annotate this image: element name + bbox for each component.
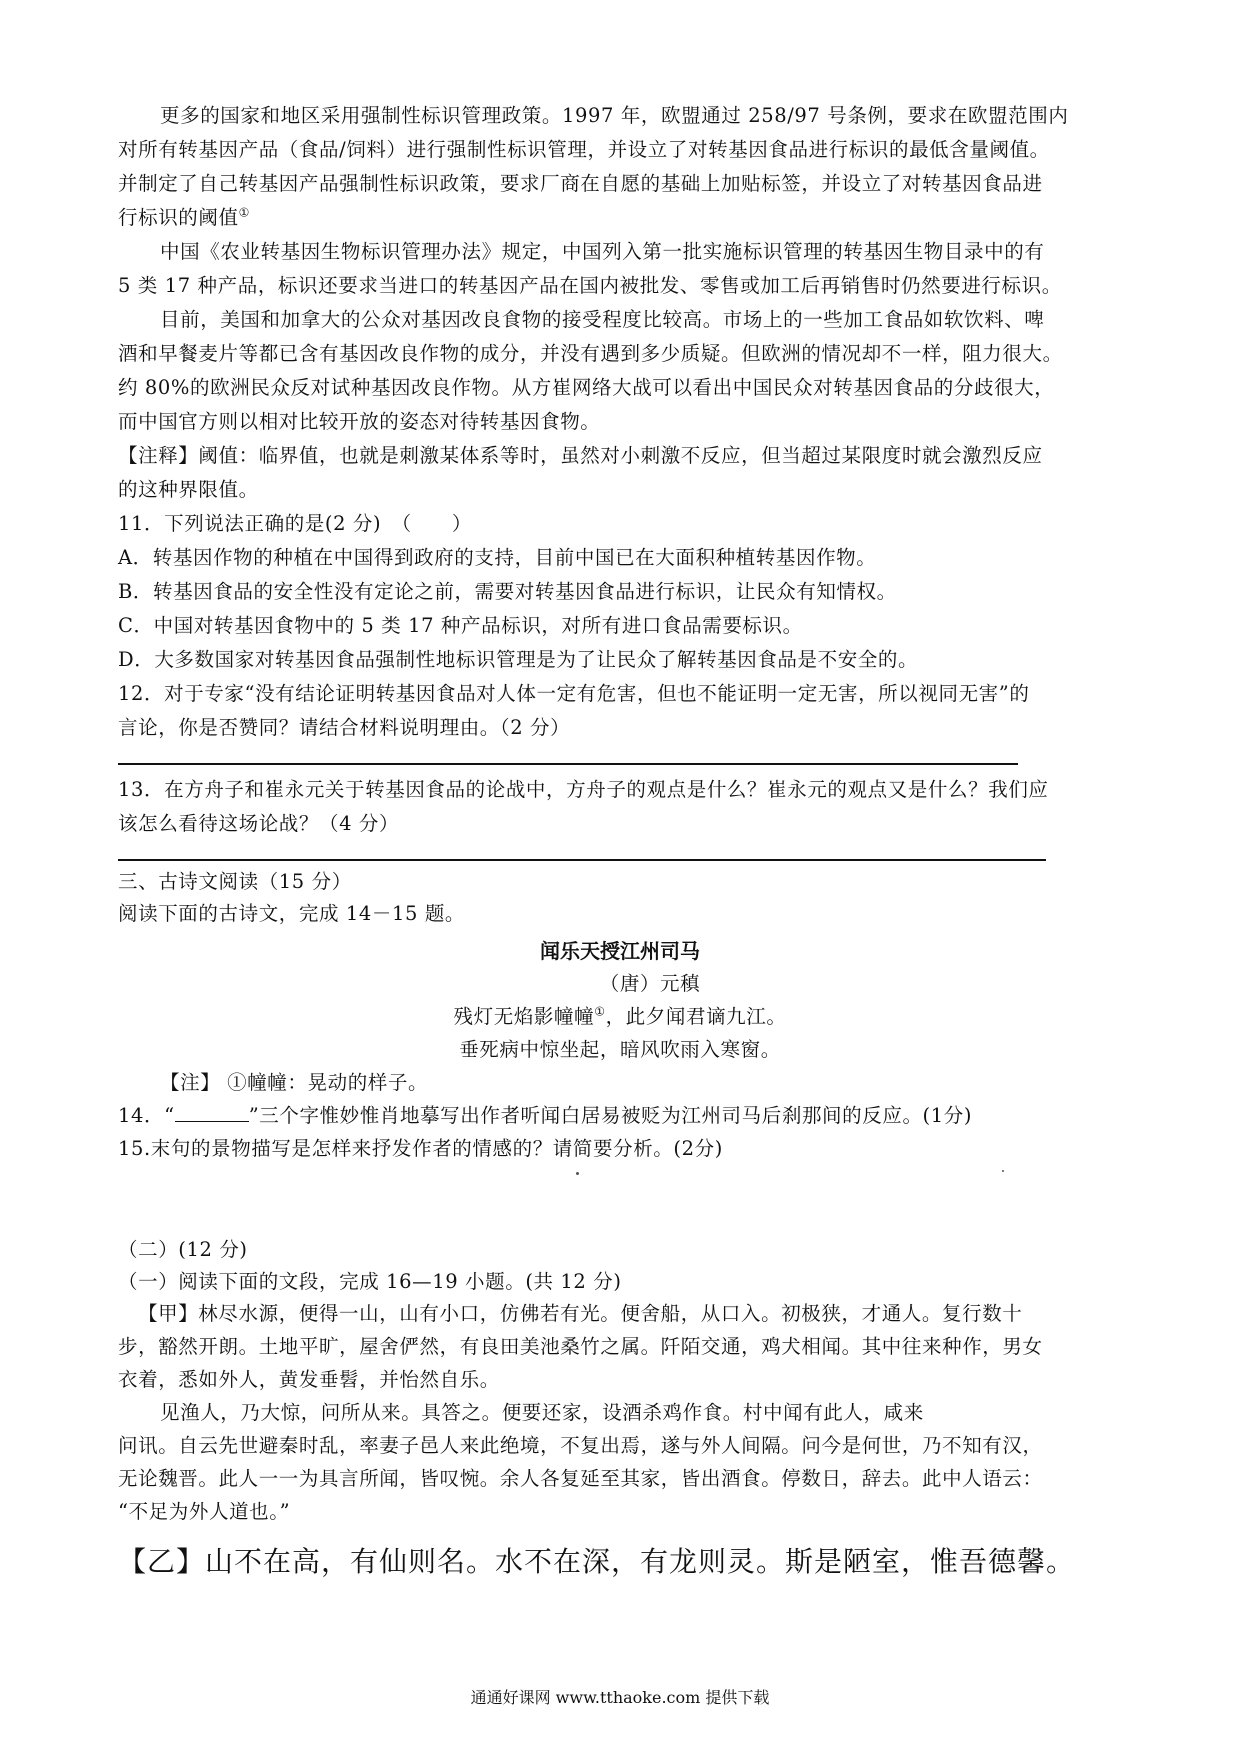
- question-13: 13．在方舟子和崔永元关于转基因食品的论战中，方舟子的观点是什么？崔永元的观点又是什么？我们应: [118, 778, 1049, 801]
- passage-jia-line: 见渔人，乃大惊，问所从来。具答之。便要还家，设酒杀鸡作食。村中闻有此人，咸来: [160, 1401, 924, 1424]
- question-14: [118, 1100, 972, 1132]
- page-footer: 通通好课网 www.tthaoke.com 提供下载: [470, 1688, 770, 1707]
- poem-text: ，此夕闻君谪九江。: [605, 1005, 787, 1028]
- option-c: C．中国对转基因食物中的 5 类 17 种产品标识，对所有进口食品需要标识。: [118, 614, 803, 637]
- option-d: D．大多数国家对转基因食品强制性地标识管理是为了让民众了解转基因食品是不安全的。: [118, 648, 919, 671]
- passage-line: 中国《农业转基因生物标识管理办法》规定，中国列入第一批实施标识管理的转基因生物目录中的有: [160, 240, 1045, 263]
- annotation-line: 的这种界限值。: [118, 478, 259, 501]
- annotation-line: 【注释】阈值：临界值，也就是刺激某体系等时，虽然对小刺激不反应，但当超过某限度时就会激烈反应: [118, 444, 1043, 467]
- passage-line: 约 80%的欧洲民众反对试种基因改良作物。从方崔网络大战可以看出中国民众对转基因食品的分歧很大，: [118, 376, 1055, 399]
- poem-note: 【注】 ①幢幢：晃动的样子。: [160, 1071, 429, 1094]
- passage-line: 酒和早餐麦片等都已含有基因改良作物的成分，并没有遇到多少质疑。但欧洲的情况却不一样，阻力很大。: [118, 342, 1063, 365]
- passage-yi: 【乙】山不在高，有仙则名。水不在深，有龙则灵。斯是陋室，惟吾德馨。: [118, 1545, 1076, 1578]
- passage-jia-line: 衣着，悉如外人，黄发垂髫，并怡然自乐。: [118, 1368, 500, 1391]
- answer-line: [118, 859, 1046, 861]
- question-15: 15.末句的景物描写是怎样来抒发作者的情感的？请简要分析。(2分): [118, 1137, 723, 1160]
- section-instruction: 阅读下面的古诗文，完成 14－15 题。: [118, 902, 466, 925]
- poem-title: 闻乐天授江州司马: [540, 939, 700, 963]
- part-instruction: （一）阅读下面的文段，完成 16—19 小题。(共 12 分): [118, 1270, 622, 1293]
- question-12: 言论，你是否赞同？请结合材料说明理由。（2 分）: [118, 716, 571, 739]
- passage-line: 并制定了自己转基因产品强制性标识政策，要求厂商在自愿的基础上加贴标签，并设立了对转基因食品进: [118, 172, 1043, 195]
- passage-line: 对所有转基因产品（食品/饲料）进行强制性标识管理，并设立了对转基因食品进行标识的最低含量阈值。: [118, 138, 1050, 161]
- passage-jia-line: “不足为外人道也。”: [118, 1500, 291, 1523]
- fill-blank: [175, 1101, 249, 1122]
- footnote-mark: ①: [594, 1004, 606, 1019]
- passage-line: 而中国官方则以相对比较开放的姿态对待转基因食物。: [118, 410, 601, 433]
- question-12: 12．对于专家“没有结论证明转基因食品对人体一定有危害，但也不能证明一定无害，所以视同无害”的: [118, 682, 1030, 705]
- passage-line: 更多的国家和地区采用强制性标识管理政策。1997 年，欧盟通过 258/97 号条例，要求在欧盟范围内: [160, 104, 1069, 127]
- passage-line-with-note: [118, 202, 250, 234]
- poem-line: 垂死病中惊坐起，暗风吹雨入寒窗。: [459, 1038, 781, 1061]
- passage-jia-line: 【甲】林尽水源，便得一山，山有小口，仿佛若有光。便舍船，从口入。初极狭，才通人。复行数十: [138, 1302, 1023, 1325]
- question-text: 14．“: [118, 1104, 175, 1127]
- scan-speck: [1002, 1170, 1004, 1172]
- answer-line: [118, 763, 1018, 765]
- passage-jia-line: 步，豁然开朗。土地平旷，屋舍俨然，有良田美池桑竹之属。阡陌交通，鸡犬相闻。其中往来种作，男女: [118, 1335, 1043, 1358]
- question-text: ”三个字惟妙惟肖地摹写出作者听闻白居易被贬为江州司马后刹那间的反应。(1分): [248, 1104, 973, 1127]
- question-11: 11．下列说法正确的是(2 分) （ ）: [118, 512, 472, 535]
- poem-author: （唐）元稹: [599, 972, 701, 995]
- passage-line: 目前，美国和加拿大的公众对基因改良食物的接受程度比较高。市场上的一些加工食品如软饮料、啤: [160, 308, 1045, 331]
- part-heading: （二）(12 分): [118, 1238, 248, 1261]
- passage-jia-line: 无论魏晋。此人一一为具言所闻，皆叹惋。余人各复延至其家，皆出酒食。停数日，辞去。此中人语云：: [118, 1467, 1043, 1490]
- passage-line: 5 类 17 种产品，标识还要求当进口的转基因产品在国内被批发、零售或加工后再销售时仍然要进行标识。: [118, 274, 1062, 297]
- section-heading: 三、古诗文阅读（15 分）: [118, 870, 352, 893]
- passage-jia-line: 问讯。自云先世避秦时乱，率妻子邑人来此绝境，不复出焉，遂与外人间隔。问今是何世，乃不知有汉，: [118, 1434, 1043, 1457]
- footnote-mark: ①: [238, 205, 250, 220]
- scan-speck: [576, 1172, 579, 1175]
- poem-text: 残灯无焰影幢幢: [453, 1005, 595, 1028]
- passage-text: 行标识的阈值: [118, 206, 239, 229]
- poem-line: [0, 1001, 1240, 1033]
- option-a: A．转基因作物的种植在中国得到政府的支持，目前中国已在大面积种植转基因作物。: [118, 546, 877, 569]
- question-13: 该怎么看待这场论战？（4 分）: [118, 812, 400, 835]
- option-b: B．转基因食品的安全性没有定论之前，需要对转基因食品进行标识，让民众有知情权。: [118, 580, 897, 603]
